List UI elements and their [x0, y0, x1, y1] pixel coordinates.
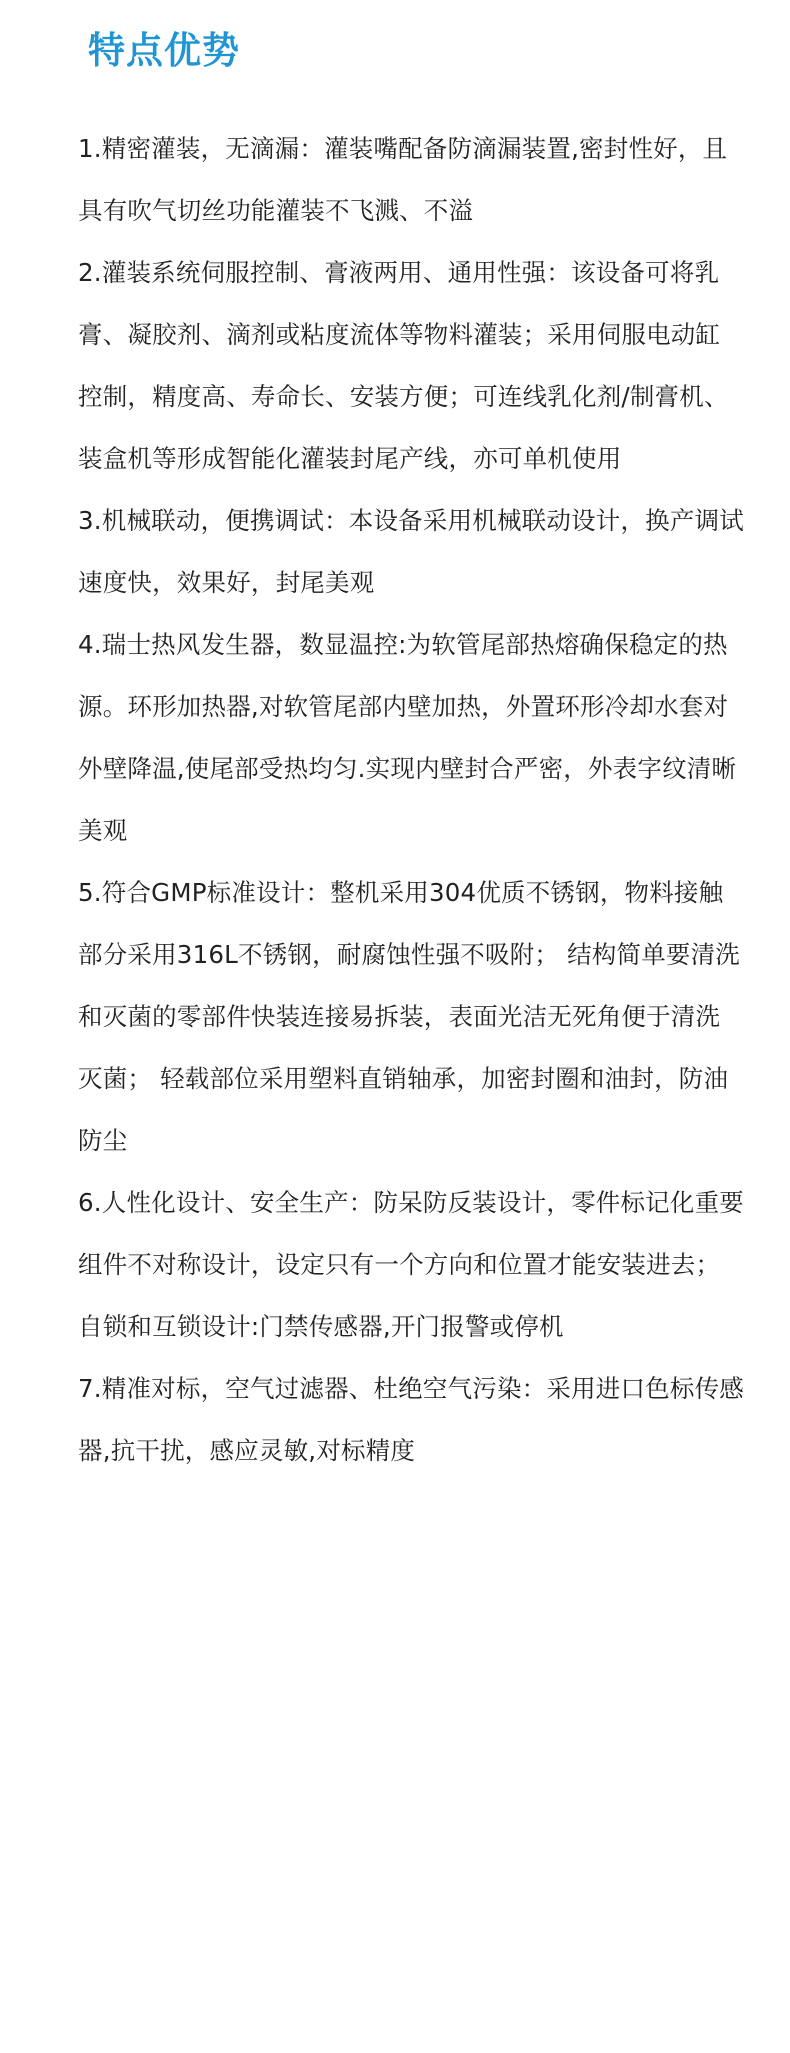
- feature-list: [78, 118, 744, 1482]
- feature-item-2: 2.灌装系统伺服控制、膏液两用、通用性强：该设备可将乳膏、凝胶剂、滴剂或粘度流体等物料灌装；采用伺服电动缸控制，精度高、寿命长、安装方便；可连线乳化剂/制膏机、装盒机等形成智能化灌装封尾产线，亦可单机使用: [78, 258, 729, 473]
- feature-item-1: 1.精密灌装，无滴漏：灌装嘴配备防滴漏装置,密封性好，且具有吹气切丝功能灌装不飞溅、不溢: [78, 134, 728, 225]
- feature-item-6: 6.人性化设计、安全生产：防呆防反装设计，零件标记化重要组件不对称设计，设定只有一个方向和位置才能安装进去；自锁和互锁设计:门禁传感器,开门报警或停机: [78, 1188, 744, 1341]
- feature-item-5: 5.符合GMP标准设计：整机采用304优质不锈钢，物料接触部分采用316L不锈钢，耐腐蚀性强不吸附； 结构简单要清洗和灭菌的零部件快装连接易拆装，表面光洁无死角便于清洗灭菌； 轻载部位采用塑料直销轴承，加密封圈和油封，防油防尘: [78, 878, 740, 1155]
- feature-item-4: 4.瑞士热风发生器，数显温控:为软管尾部热熔确保稳定的热源。环形加热器,对软管尾部内壁加热，外置环形冷却水套对外壁降温,使尾部受热均匀.实现内壁封合严密，外表字纹清晰美观: [78, 630, 737, 845]
- feature-item-7: 7.精准对标，空气过滤器、杜绝空气污染：采用进口色标传感器,抗干扰，感应灵敏,对标精度: [78, 1374, 744, 1465]
- section-title: 特点优势: [88, 29, 240, 72]
- feature-item-3: 3.机械联动，便携调试：本设备采用机械联动设计，换产调试速度快，效果好，封尾美观: [78, 506, 744, 597]
